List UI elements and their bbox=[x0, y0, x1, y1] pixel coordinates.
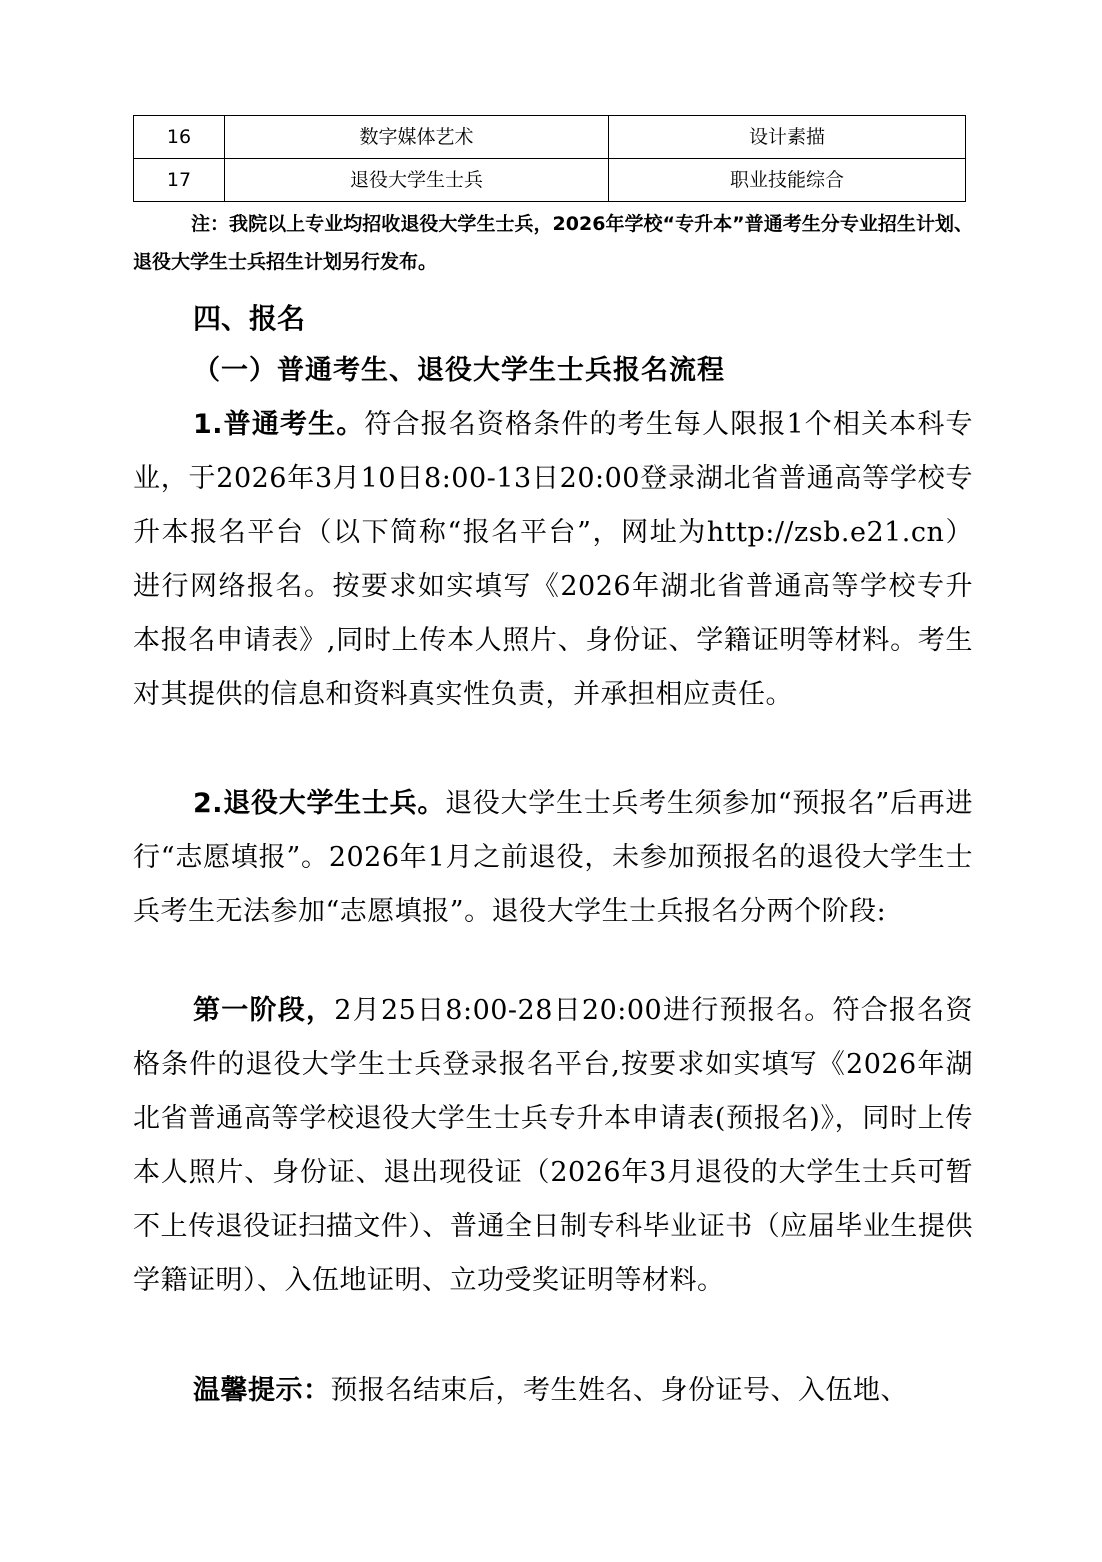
table-note: 注：我院以上专业均招收退役大学生士兵，2026年学校“专升本”普通考生分专业招生计划、退役大学生士兵招生计划另行发布。 bbox=[133, 213, 973, 273]
table-row bbox=[134, 116, 966, 159]
majors-table bbox=[133, 115, 966, 202]
paragraph-text: 退役大学生士兵考生须参加“预报名”后再进行“志愿填报”。2026年1月之前退役，未参加预报名的退役大学生士兵考生无法参加“志愿填报”。退役大学生士兵报名分两个阶段: bbox=[133, 788, 974, 927]
paragraph-lead: 温馨提示： bbox=[193, 1375, 331, 1406]
paragraph-lead: 2.退役大学生士兵。 bbox=[193, 788, 446, 819]
paragraph-veteran-candidates bbox=[133, 777, 973, 939]
exam-subject-cell: 职业技能综合 bbox=[609, 159, 966, 202]
paragraph-ordinary-candidates bbox=[133, 398, 973, 722]
subsection-heading: （一）普通考生、退役大学生士兵报名流程 bbox=[193, 355, 725, 386]
paragraph-lead: 1.普通考生。 bbox=[193, 409, 365, 440]
exam-subject-cell: 设计素描 bbox=[609, 116, 966, 159]
paragraph-stage-one bbox=[133, 984, 973, 1308]
paragraph-lead: 第一阶段， bbox=[193, 995, 335, 1026]
row-number-cell: 17 bbox=[134, 159, 225, 202]
paragraph-text: 预报名结束后，考生姓名、身份证号、入伍地、 bbox=[330, 1375, 908, 1406]
paragraph-text: 符合报名资格条件的考生每人限报1个相关本科专业，于2026年3月10日8:00-13日20:00登录湖北省普通高等学校专升本报名平台（以下简称“报名平台”，网址为http://zsb.e21.cn）进行网络报名。按要求如实填写《2026年湖北省普通高等学校专升本报名申请表》,同时上传本人照片、身份证、学籍证明等材料。考生对其提供的信息和资料真实性负责，并承担相应责任。 bbox=[133, 409, 973, 710]
table-row bbox=[134, 159, 966, 202]
row-number-cell: 16 bbox=[134, 116, 225, 159]
section-heading: 四、报名 bbox=[193, 302, 306, 335]
paragraph-reminder bbox=[133, 1364, 973, 1418]
major-name-cell: 数字媒体艺术 bbox=[225, 116, 609, 159]
paragraph-text: 2月25日8:00-28日20:00进行预报名。符合报名资格条件的退役大学生士兵登录报名平台,按要求如实填写《2026年湖北省普通高等学校退役大学生士兵专升本申请表(预报名)》，同时上传本人照片、身份证、退出现役证（2026年3月退役的大学生士兵可暂不上传退役证扫描文件）、普通全日制专科毕业证书（应届毕业生提供学籍证明）、入伍地证明、立功受奖证明等材料。 bbox=[133, 995, 973, 1296]
major-name-cell: 退役大学生士兵 bbox=[225, 159, 609, 202]
